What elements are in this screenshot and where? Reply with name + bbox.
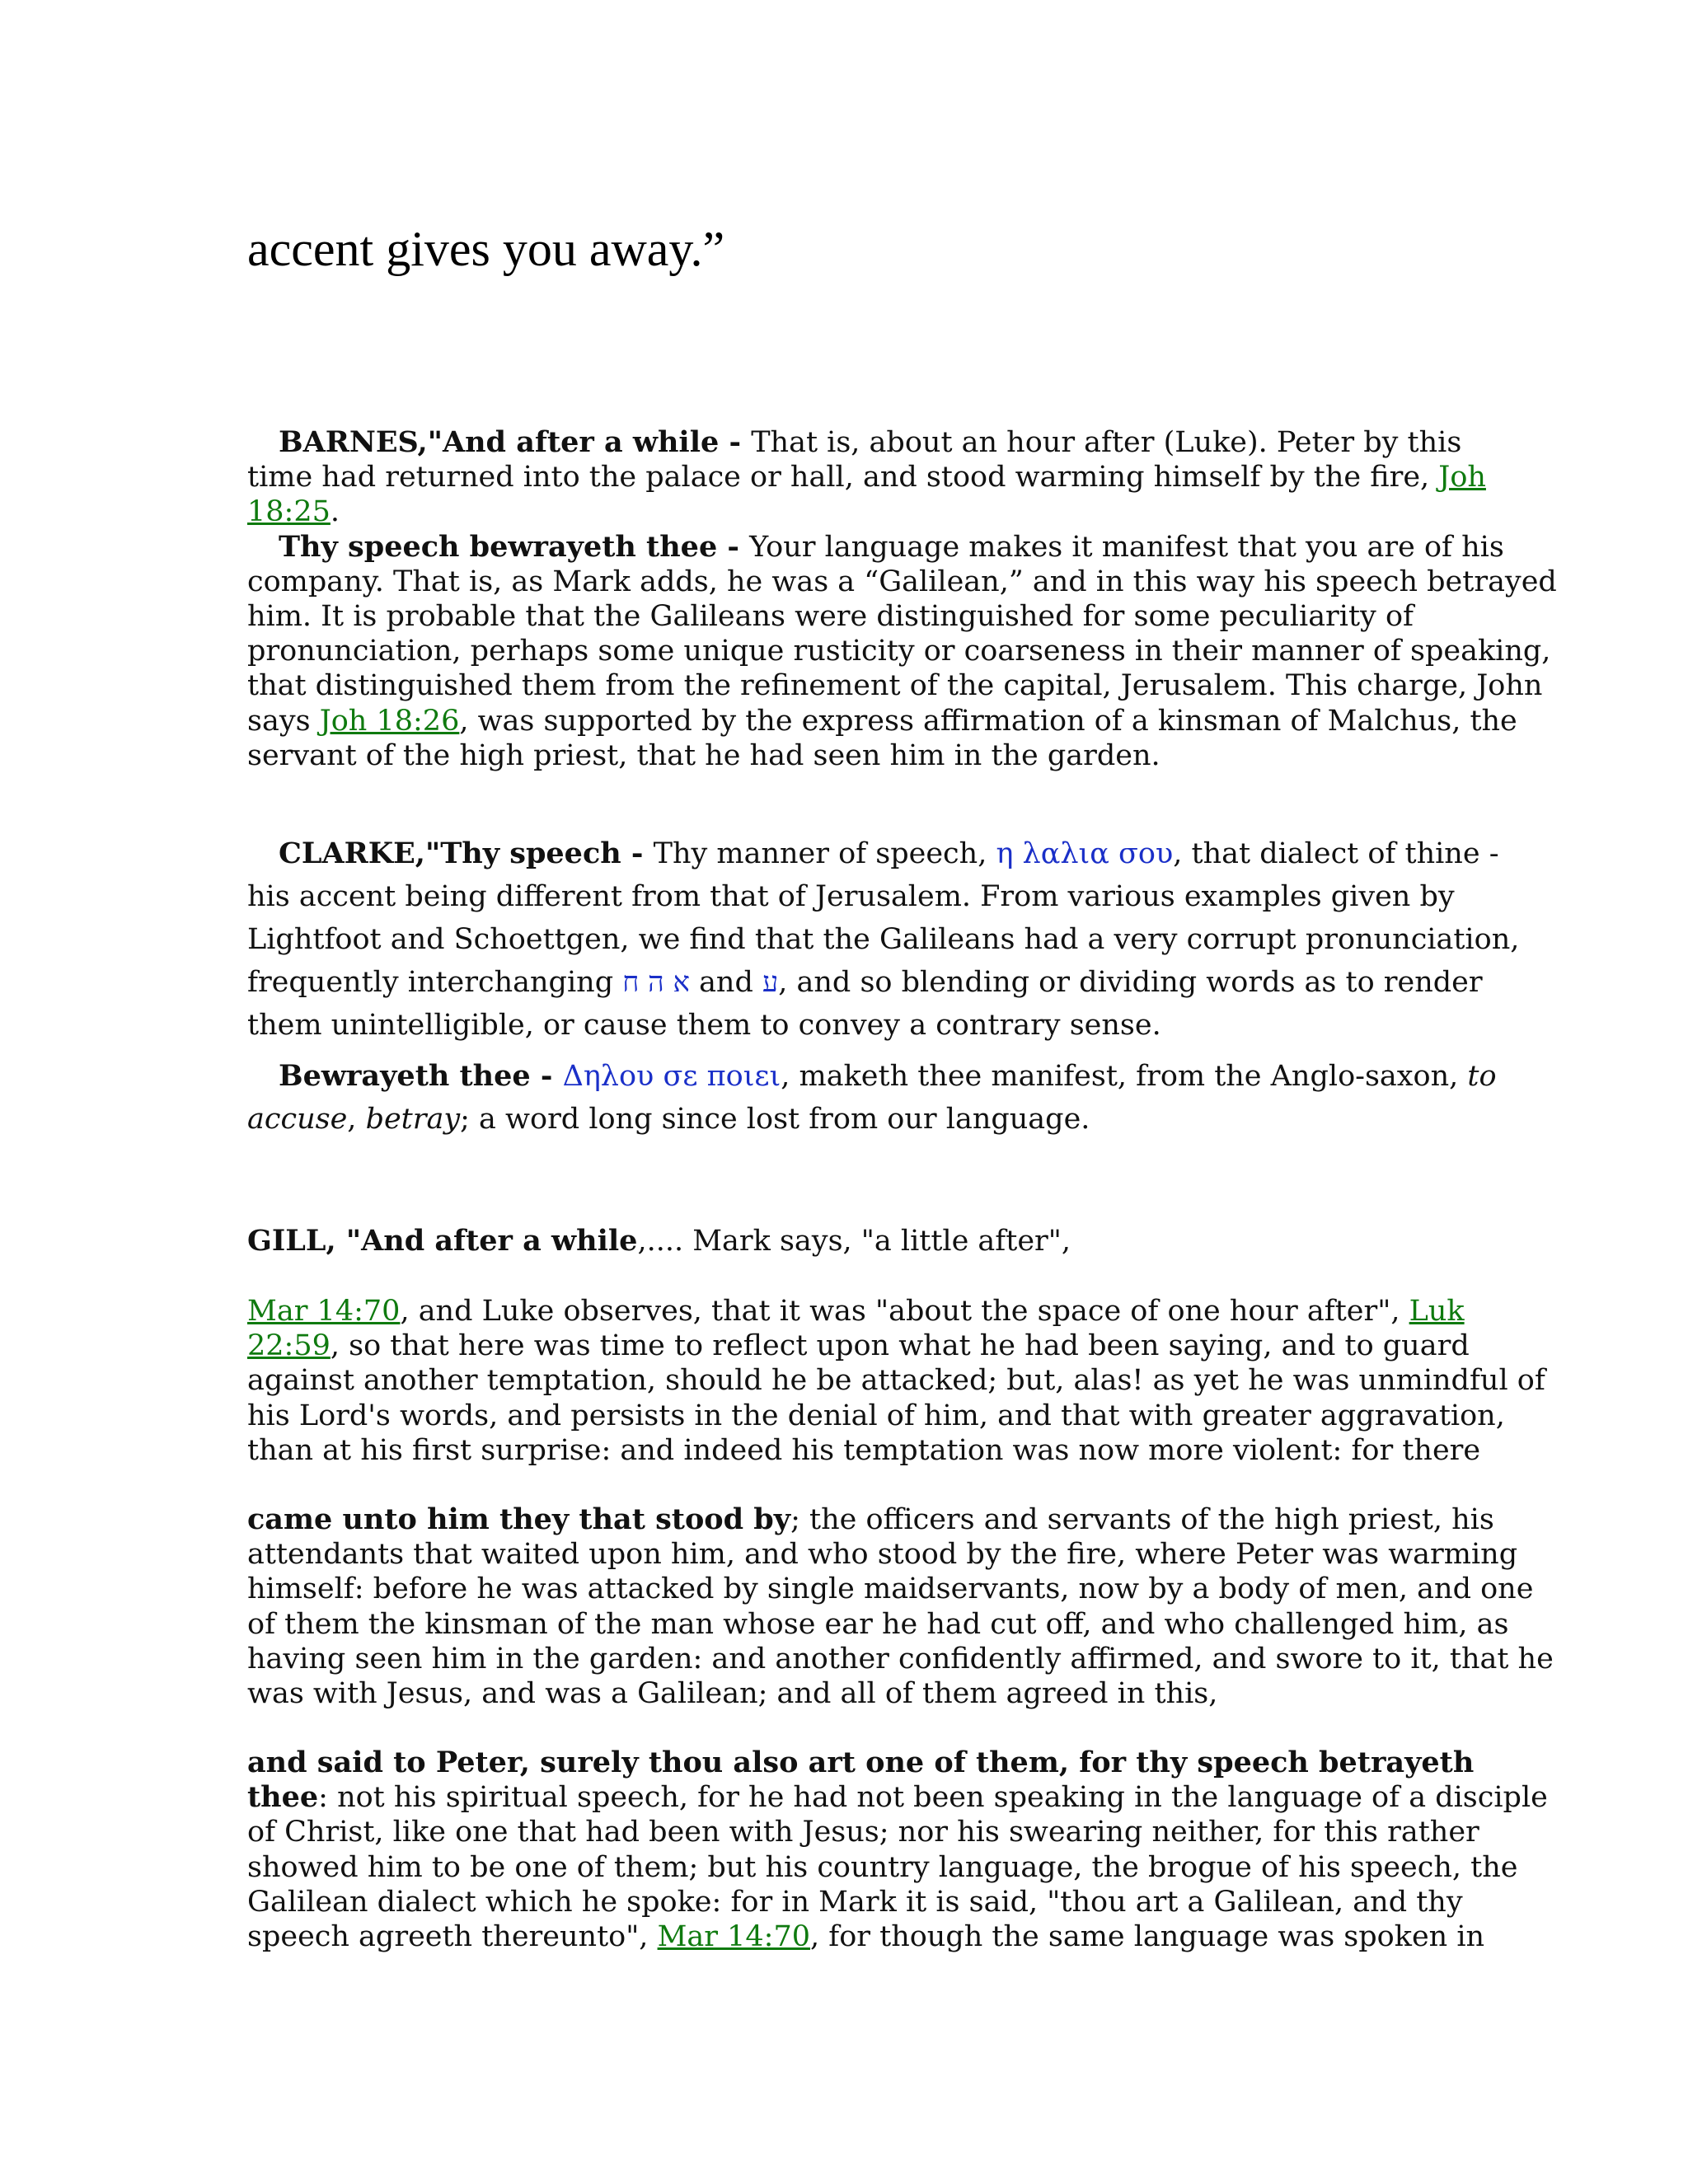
gill-paragraph-1: GILL, "And after a while,.... Mark says, "a little after", xyxy=(247,1224,1071,1258)
barnes-paragraph-2: Thy speech bewrayeth thee - Your language makes it manifest that you are of his company. That is, as Mark adds, he was a “Galilean,” and in this way his speech betrayed him. It is probable that the Galileans were distinguished for some peculiarity of pronunciation, perhaps some unique rusticity or coarseness in their manner of speaking, that distinguished them from the refinement of the capital, Jerusalem. This charge, John says Joh 18:26, was supported by the express affirmation of a kinsman of Malchus, the servant of the high priest, that he had seen him in the garden. xyxy=(247,529,1557,772)
gill-section xyxy=(247,1224,1451,1258)
gill-subhead: came unto him they that stood by xyxy=(247,1502,791,1536)
barnes-section xyxy=(247,425,1557,773)
greek-text: Δηλου σε ποιει xyxy=(562,1060,781,1093)
scripture-link[interactable]: Mar 14:70 xyxy=(247,1295,401,1328)
page-heading: accent gives you away.” xyxy=(247,222,725,276)
clarke-subhead: Bewrayeth thee - xyxy=(279,1059,563,1093)
gill-subhead: and said to Peter, surely thou also art one of them, for thy speech betrayeth xyxy=(247,1746,1475,1779)
hebrew-text: ע xyxy=(762,966,779,999)
gill-paragraph-2: Mar 14:70, and Luke observes, that it was "about the space of one hour after", Luk 22:59, so that here was time to reflect upon what he had been saying, and to guard against another temptation, should he be attacked; but, alas! as yet he was unmindful of his Lord's words, and persists in the denial of him, and that with greater aggravation, than at his first surprise: and indeed his temptation was now more violent: for there xyxy=(247,1295,1545,1467)
clarke-lead: CLARKE,"Thy speech - xyxy=(279,837,654,870)
scripture-link[interactable]: Joh 18:26 xyxy=(319,704,460,738)
greek-text: η λαλια σου xyxy=(996,837,1174,870)
scripture-link[interactable]: Luk xyxy=(1409,1295,1465,1328)
scripture-link[interactable]: Mar 14:70 xyxy=(657,1920,810,1954)
scripture-link[interactable]: 18:25 xyxy=(247,495,331,529)
clarke-section xyxy=(247,832,1520,1141)
clarke-paragraph-2: Bewrayeth thee - Δηλου σε ποιει, maketh thee manifest, from the Anglo-saxon, to accuse, betray; a word long since lost from our language. xyxy=(247,1059,1497,1136)
hebrew-text: א ה ח xyxy=(622,966,690,999)
gill-paragraph-4: and said to Peter, surely thou also art one of them, for thy speech betrayeth thee: not his spiritual speech, for he had not been speaking in the language of a disciple of Christ, like one that had been with Jesus; nor his swearing neither, for this rather showed him to be one of them; but his country language, the brogue of his speech, the Galilean dialect which he spoke: for in Mark it is said, "thou art a Galilean, and thy speech agreeth thereunto", Mar 14:70, for though the same language was spoken in xyxy=(247,1746,1548,1954)
barnes-paragraph-1: BARNES,"And after a while - That is, about an hour after (Luke). Peter by this time had returned into the palace or hall, and stood warming himself by the fire, Joh 18:25. xyxy=(247,425,1486,529)
scripture-link[interactable]: Joh xyxy=(1438,461,1486,494)
barnes-subhead: Thy speech bewrayeth thee - xyxy=(279,529,750,564)
clarke-paragraph-1: CLARKE,"Thy speech - Thy manner of speech, η λαλια σου, that dialect of thine - his accent being different from that of Jerusalem. From various examples given by Lightfoot and Schoettgen, we find that the Galileans had a very corrupt pronunciation, frequently interchanging א ה ח and ע, and so blending or dividing words as to render them unintelligible, or cause them to convey a contrary sense. xyxy=(247,837,1520,1042)
barnes-lead: BARNES,"And after a while - xyxy=(279,425,752,459)
scripture-link[interactable]: 22:59 xyxy=(247,1329,331,1363)
gill-paragraph-3: came unto him they that stood by; the officers and servants of the high priest, his attendants that waited upon him, and who stood by the fire, where Peter was warming himself: before he was attacked by single maidservants, now by a body of men, and one of them the kinsman of the man whose ear he had cut off, and who challenged him, as having seen him in the garden: and another confidently affirmed, and swore to it, that he was with Jesus, and was a Galilean; and all of them agreed in this, xyxy=(247,1502,1554,1711)
gill-lead: GILL, "And after a while xyxy=(247,1224,638,1258)
